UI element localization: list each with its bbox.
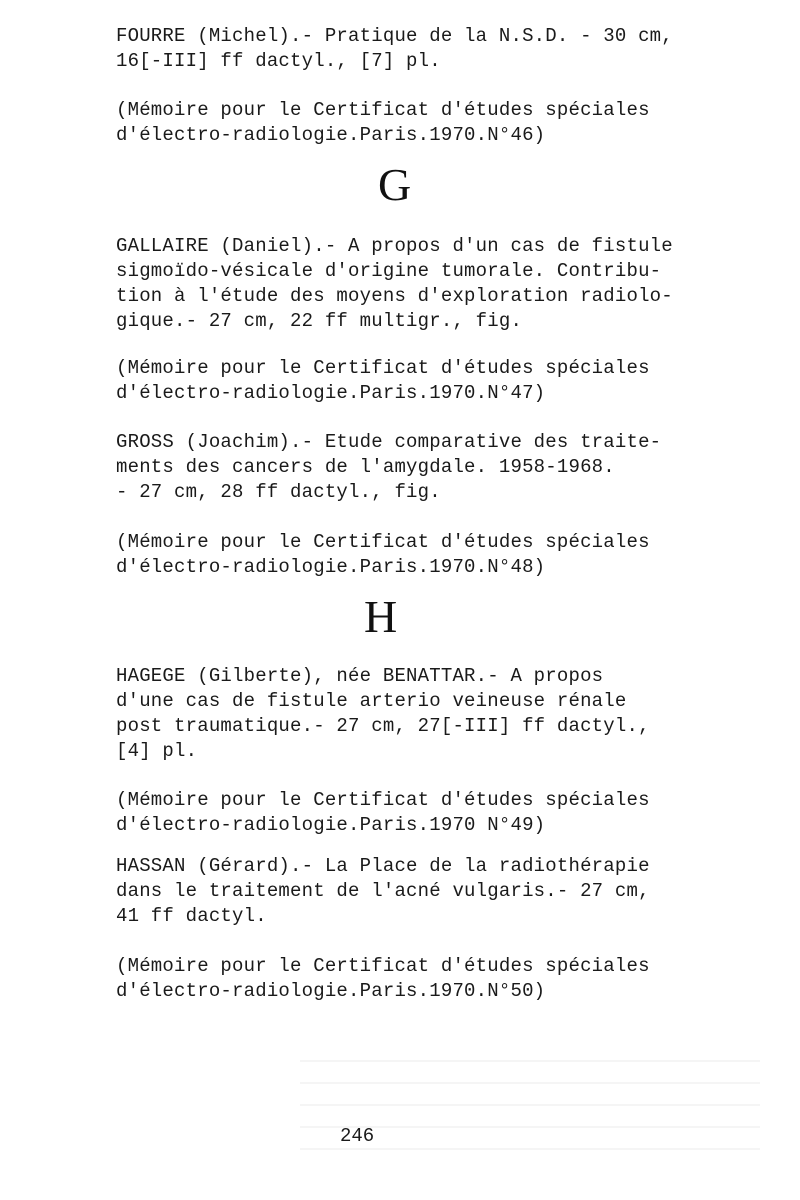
entry-line: (Mémoire pour le Certificat d'études spéciales [116, 357, 650, 379]
entry-gross-note [116, 530, 716, 580]
entry-line: GALLAIRE (Daniel).- A propos d'un cas de fistule [116, 235, 673, 257]
entry-line: [4] pl. [116, 740, 198, 762]
page-number: 246 [340, 1125, 375, 1147]
entry-line: d'électro-radiologie.Paris.1970.N°50) [116, 980, 546, 1002]
entry-line: 41 ff dactyl. [116, 905, 267, 927]
entry-line: sigmoïdo-vésicale d'origine tumorale. Contribu- [116, 260, 662, 282]
entry-line: - 27 cm, 28 ff dactyl., fig. [116, 481, 441, 503]
entry-line: d'électro-radiologie.Paris.1970.N°46) [116, 124, 546, 146]
entry-line: 16[-III] ff dactyl., [7] pl. [116, 50, 441, 72]
entry-line: GROSS (Joachim).- Etude comparative des traite- [116, 431, 662, 453]
entry-line: d'électro-radiologie.Paris.1970.N°47) [116, 382, 546, 404]
section-heading-g: G [378, 159, 412, 210]
entry-line: (Mémoire pour le Certificat d'études spéciales [116, 531, 650, 553]
entry-line: tion à l'étude des moyens d'exploration radiolo- [116, 285, 673, 307]
entry-gallaire [116, 234, 716, 334]
entry-line: gique.- 27 cm, 22 ff multigr., fig. [116, 310, 523, 332]
entry-hagege [116, 664, 716, 764]
entry-line: d'électro-radiologie.Paris.1970.N°48) [116, 556, 546, 578]
entry-line: post traumatique.- 27 cm, 27[-III] ff dactyl., [116, 715, 650, 737]
entry-line: HAGEGE (Gilberte), née BENATTAR.- A propos [116, 665, 604, 687]
entry-line: FOURRE (Michel).- Pratique de la N.S.D. - 30 cm, [116, 25, 673, 47]
entry-line: d'une cas de fistule arterio veineuse rénale [116, 690, 627, 712]
entry-gallaire-note [116, 356, 716, 406]
entry-line: d'électro-radiologie.Paris.1970 N°49) [116, 814, 546, 836]
entry-line: ments des cancers de l'amygdale. 1958-1968. [116, 456, 615, 478]
entry-fourre-note [116, 98, 716, 148]
entry-line: (Mémoire pour le Certificat d'études spéciales [116, 789, 650, 811]
entry-hassan [116, 854, 716, 929]
entry-line: HASSAN (Gérard).- La Place de la radiothérapie [116, 855, 650, 877]
entry-line: (Mémoire pour le Certificat d'études spéciales [116, 99, 650, 121]
entry-line: dans le traitement de l'acné vulgaris.- 27 cm, [116, 880, 650, 902]
entry-hassan-note [116, 954, 716, 1004]
entry-fourre [116, 24, 716, 74]
entry-line: (Mémoire pour le Certificat d'études spéciales [116, 955, 650, 977]
section-heading-h: H [364, 591, 398, 642]
entry-hagege-note [116, 788, 716, 838]
entry-gross [116, 430, 716, 505]
